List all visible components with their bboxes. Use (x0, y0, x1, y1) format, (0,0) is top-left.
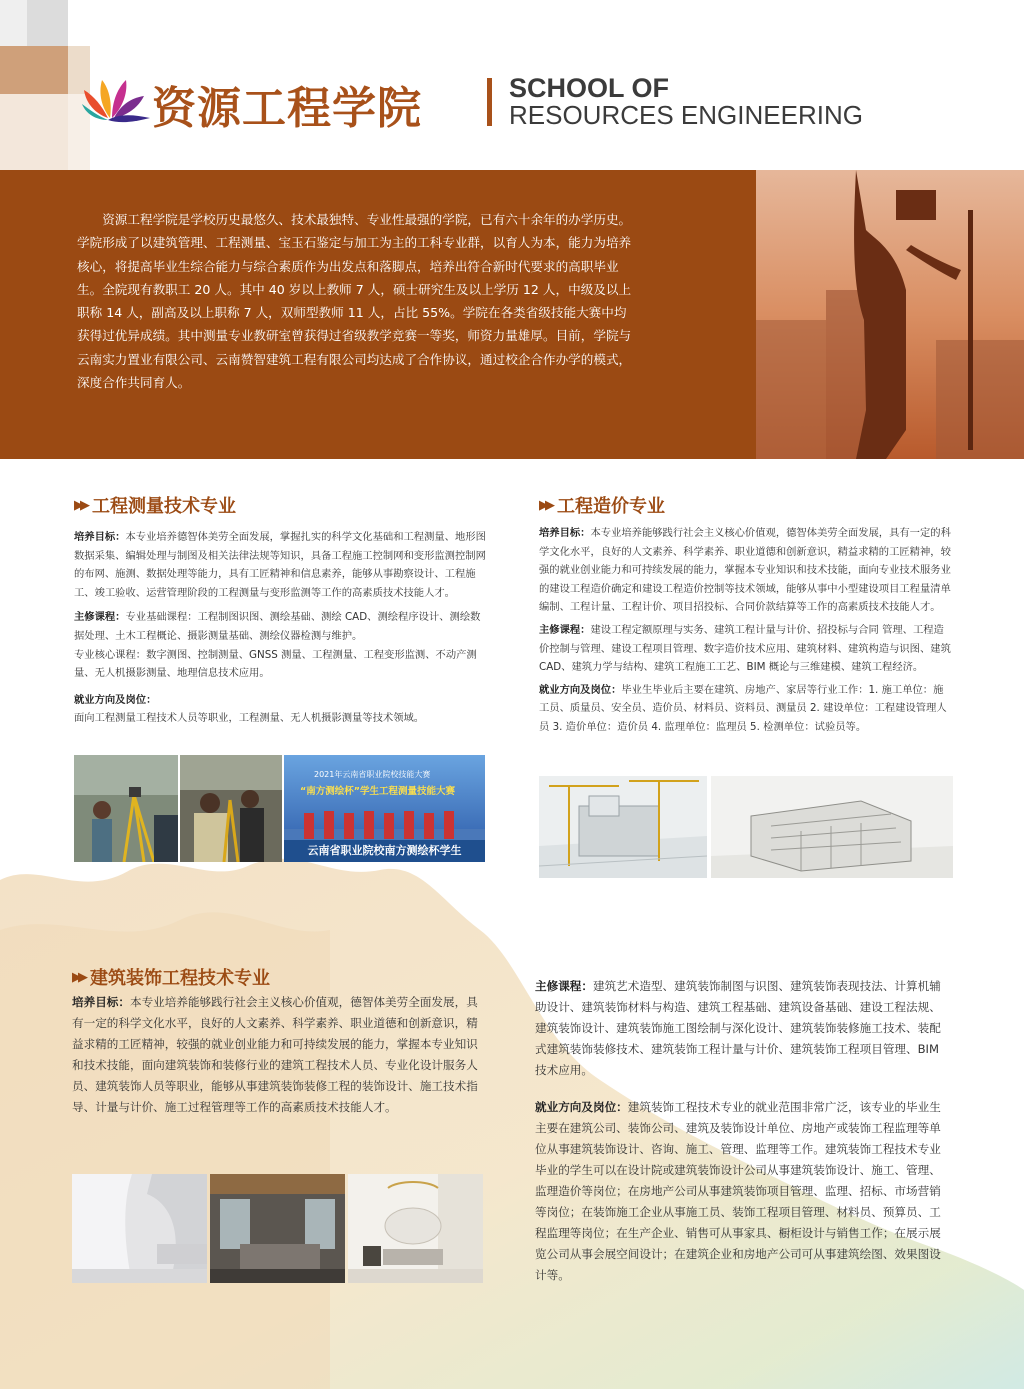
intro-panel (0, 170, 756, 459)
title-en-line1: SCHOOL OF (509, 73, 670, 103)
deco-goal-body (72, 992, 486, 1118)
double-arrow-icon: ▶▶ (74, 497, 86, 513)
survey-course-text: 专业基础课程：工程制图识图、测绘基础、测绘 CAD、测绘程序设计、测绘数据处理、土木工程概论、摄影测量基础、测绘仪器检测与维护。 (74, 611, 481, 642)
deco-job-label: 就业方向及岗位： (535, 1100, 628, 1114)
cost-goal-label: 培养目标： (539, 527, 591, 539)
deco-goal (72, 992, 486, 1118)
cost-job-label: 就业方向及岗位： (539, 683, 622, 696)
deco-job-text: 建筑装饰工程技术专业的就业范围非常广泛，该专业的毕业生主要在建筑公司、装饰公司、建筑及装饰设计单位、房地产或装饰工程监理等单位从事建筑装饰设计、咨询、施工、管理、监理等工作。建筑装饰工程技术专业毕业的学生可以在设计院或建筑装饰设计公司从事建筑装饰设计、施工、管理、监理造价等岗位；在房地产公司从事建筑装饰项目管理、监理、招标、市场营销等岗位；在装饰施工企业从事施工员、装饰工程项目管理、材料员、预算员、工程监理等岗位；在生产企业、销售可从事家具、橱柜设计与销售工作；在展示展览公司从事会展空间设计；在建筑企业和房地产公司可从事建筑绘图、效果图设计等。 (535, 1100, 941, 1282)
deco-photo-interior-1 (72, 1174, 207, 1283)
deco-square-pale (0, 94, 68, 170)
deco-goal-text: 本专业培养能够践行社会主义核心价值观，德智体美劳全面发展，具有一定的科学文化水平，良好的人文素养、科学素养、职业道德和创新意识，精益求精的工匠精神，较强的就业创业能力和可持续发展的能力，掌握本专业知识和技术技能，面向建筑装饰和装修行业的建筑工程技术人员、专业化设计服务人员、建筑装饰人员等职业，能够从事建筑装饰装修工程的装饰设计、施工技术指导、计量与计价、施工过程管理等工作的高素质技术技能人才。 (72, 995, 478, 1114)
cost-job-text: 毕业生毕业后主要在建筑、房地产、家居等行业工作：1. 施工单位：施工员、质量员、安全员、造价员、材料员、资料员、测量员 2. 建设单位：工程建设管理人员 3. 造价单位：造价员 4. 监理单位：监理员 5. 检测单位：试验员等。 (539, 683, 947, 733)
title-en-line2: RESOURCES ENGINEERING (509, 100, 863, 131)
page-title-en (509, 74, 863, 130)
deco-photo-interior-3 (348, 1174, 483, 1283)
cost-goal (539, 524, 953, 617)
page-title-cn: 资源工程学院 (152, 83, 422, 134)
deco-course-text: 建筑艺术造型、建筑装饰制图与识图、建筑装饰表现技法、计算机辅助设计、建筑装饰材料与构造、建筑工程基础、建筑设备基础、建设工程法规、建筑装饰设计、建筑装饰施工图绘制与深化设计、建筑装饰装修施工技术、装配式建筑装饰装修技术、建筑装饰工程计量与计价、建筑装饰工程项目管理、BIM 技术应用。 (535, 979, 941, 1077)
cost-body (539, 524, 953, 737)
surveyor-silhouette-photo (756, 170, 1024, 459)
deco-square-gray (27, 0, 68, 46)
heading-cost (539, 492, 665, 518)
survey-course-label: 主修课程： (74, 611, 126, 624)
heading-deco (72, 964, 270, 990)
school-logo-icon (78, 74, 152, 124)
cost-job (539, 681, 953, 737)
survey-photo-3-banner (284, 755, 485, 862)
deco-course (535, 976, 951, 1081)
cost-course (539, 621, 953, 677)
cost-goal-text: 本专业培养能够践行社会主义核心价值观，德智体美劳全面发展，具有一定的科学文化水平，良好的人文素养、科学素养、职业道德和创新意识，精益求精的工匠精神，较强的就业创业能力和可持续发展的能力，掌握本专业知识和技术技能，面向专业技术服务业的建设工程造价确定和建设工程造价控制等技术领域，能够从事中小型建设项目工程量清单编制、工程计量、工程计价、项目招投标、合同价款结算等工作的高素质技术技能人才。 (539, 527, 951, 614)
cost-course-label: 主修课程： (539, 623, 591, 636)
survey-photo-2 (180, 755, 282, 862)
survey-goal (74, 528, 487, 602)
cost-photo-building-model-2 (711, 776, 953, 878)
banner-title: “南方测绘杯”学生工程测量技能大赛 (300, 786, 455, 797)
deco-job (535, 1097, 951, 1286)
heading-survey-label: 工程测量技术专业 (92, 496, 236, 517)
deco-square-light (0, 0, 27, 46)
intro-text: 资源工程学院是学校历史最悠久、技术最独特、专业性最强的学院，已有六十余年的办学历史。学院形成了以建筑管理、工程测量、宝玉石鉴定与加工为主的工科专业群，以育人为本，能力为培养核心，将提高毕业生综合能力与综合素质作为出发点和落脚点，培养出符合新时代要求的高职毕业生。全院现有教职工 20 人。其中 40 岁以上教师 7 人，硕士研究生及以上学历 12 人，中级及以上职称 14 人，副高及以上职称 7 人，双师型教师 11 人，占比 55%。学院在各类省级技能大赛中均获得过优异成绩。其中测量专业教研室曾获得过省级教学竞赛一等奖，师资力量雄厚。目前，学院与云南实力置业有限公司、云南赞智建筑工程有限公司均达成了合作协议，通过校企合作办学的模式，深度合作共同育人。 (77, 212, 632, 391)
survey-job-text: 面向工程测量工程技术人员等职业，工程测量、无人机摄影测量等技术领域。 (74, 712, 425, 725)
survey-job-label: 就业方向及岗位： (74, 693, 157, 706)
survey-core: 专业核心课程：数字测图、控制测量、GNSS 测量、工程测量、工程变形监测、不动产测量、无人机摄影测量、地理信息技术应用。 (74, 648, 477, 680)
banner-bottom-text: 云南省职业院校南方测绘杯学生 (284, 840, 485, 862)
deco-goal-label: 培养目标： (72, 995, 130, 1009)
heading-deco-label: 建筑装饰工程技术专业 (90, 968, 270, 989)
double-arrow-icon: ▶▶ (72, 969, 84, 985)
heading-cost-label: 工程造价专业 (557, 496, 665, 517)
heading-survey (74, 492, 236, 518)
deco-square-tan (0, 46, 68, 94)
survey-body (74, 528, 487, 728)
cost-photo-building-model-1 (539, 776, 707, 878)
survey-goal-label: 培养目标： (74, 531, 126, 543)
deco-right-body (535, 976, 951, 1286)
cost-course-text: 建设工程定额原理与实务、建筑工程计量与计价、招投标与合同 管理、工程造价控制与管理、建设工程项目管理、数字造价技术应用、建筑材料、建筑构造与识图、建筑 CAD、建筑力学与结构、建筑工程施工工艺、BIM 概论与三维建模、建筑工程经济。 (539, 623, 951, 674)
survey-goal-text: 本专业培养德智体美劳全面发展，掌握扎实的科学文化基础和工程测量、地形图数据采集、编辑处理与制图及相关法律法规等知识，具备工程施工控制网和变形监测控制网的布网、施测、数据处理等能力，具有工匠精神和信息素养，能够从事勘察设计、工程施工、竣工验收、运营管理阶段的工程测量与变形监测等工作的高素质技术技能人才。 (74, 531, 486, 599)
banner-subtitle: 2021年云南省职业院校技能大赛 (314, 770, 431, 779)
deco-course-label: 主修课程： (535, 979, 593, 993)
double-arrow-icon: ▶▶ (539, 497, 551, 513)
title-divider (487, 78, 492, 126)
deco-photo-interior-2 (210, 1174, 345, 1283)
survey-photo-1 (74, 755, 178, 862)
survey-course (74, 608, 487, 645)
